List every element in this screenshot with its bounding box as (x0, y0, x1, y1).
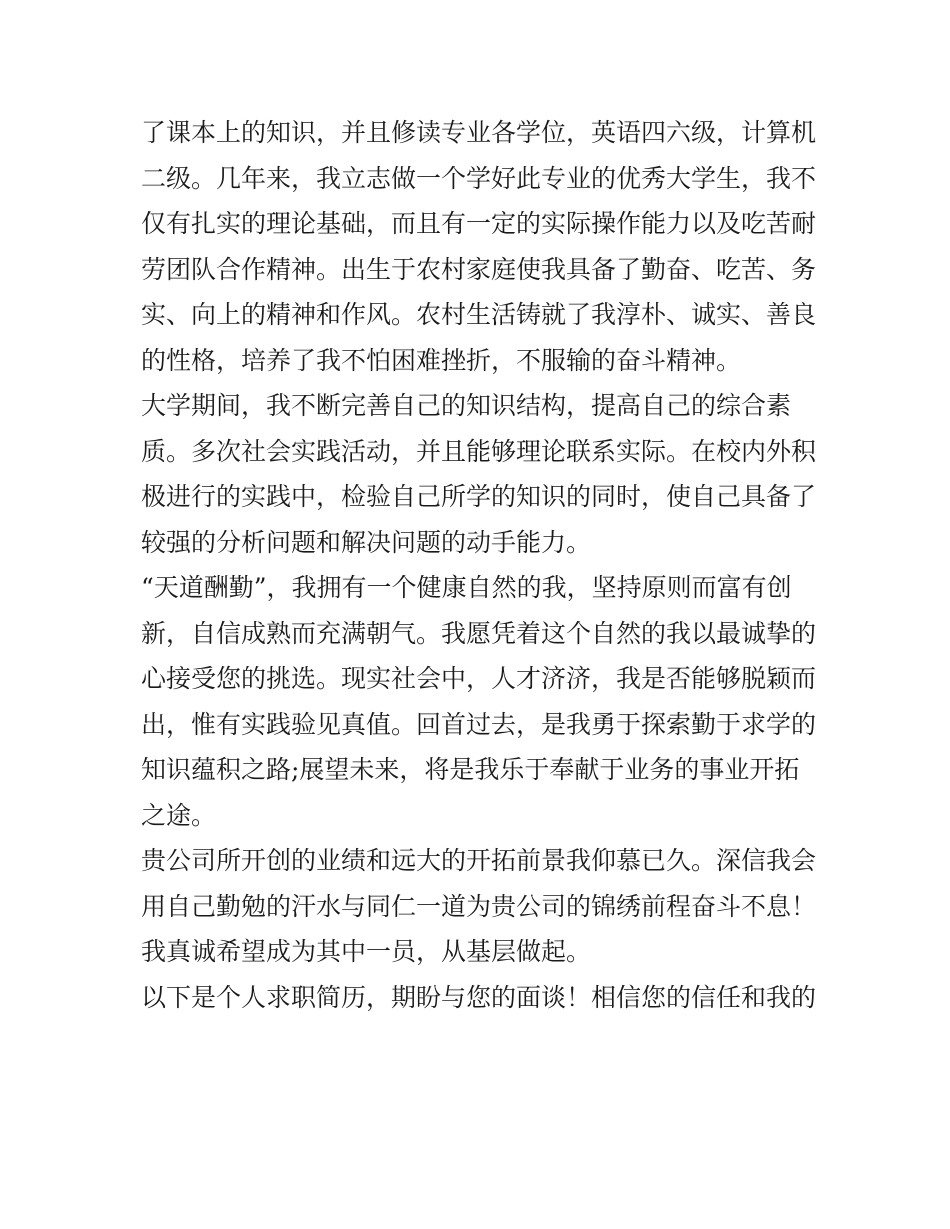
text-line: 较强的分析问题和解决问题的动手能力。 (141, 527, 592, 557)
text-line: 之途。 (141, 800, 217, 830)
text-line: 贵公司所开创的业绩和远大的开拓前景我仰慕已久。深信我会 (141, 846, 817, 875)
text-line: 仅有扎实的理论基础，而且有一定的实际操作能力以及吃苦耐 (141, 209, 817, 238)
text-line: 的性格，培养了我不怕困难挫折，不服输的奋斗精神。 (141, 345, 742, 375)
text-line: 新，自信成熟而充满朝气。我愿凭着这个自然的我以最诚挚的 (141, 618, 817, 648)
text-line: 以下是个人求职简历，期盼与您的面谈！相信您的信任和我的 (141, 982, 817, 1012)
text-line: “天道酬勤”，我拥有一个健康自然的我，坚持原则而富有创 (141, 573, 792, 602)
text-line: 了课本上的知识，并且修读专业各学位，英语四六级，计算机 (141, 118, 817, 147)
text-line: 我真诚希望成为其中一员，从基层做起。 (141, 937, 592, 966)
document-body (141, 110, 821, 1020)
text-line: 出，惟有实践验见真值。回首过去，是我勇于探索勤于求学的 (141, 709, 817, 739)
text-line: 质。多次社会实践活动，并且能够理论联系实际。在校内外积 (141, 436, 817, 466)
text-line: 极进行的实践中，检验自己所学的知识的同时，使自己具备了 (141, 482, 817, 511)
text-line: 心接受您的挑选。现实社会中，人才济济，我是否能够脱颖而 (141, 664, 817, 693)
text-line: 大学期间，我不断完善自己的知识结构，提高自己的综合素 (141, 391, 792, 420)
text-line: 实、向上的精神和作风。农村生活铸就了我淳朴、诚实、善良 (141, 300, 817, 329)
text-line: 知识蕴积之路;展望未来，将是我乐于奉献于业务的事业开拓 (141, 755, 800, 784)
text-line: 劳团队合作精神。出生于农村家庭使我具备了勤奋、吃苦、务 (141, 254, 817, 284)
text-line: 用自己勤勉的汗水与同仁一道为贵公司的锦绣前程奋斗不息！ (141, 891, 817, 921)
text-line: 二级。几年来，我立志做一个学好此专业的优秀大学生，我不 (141, 163, 817, 193)
